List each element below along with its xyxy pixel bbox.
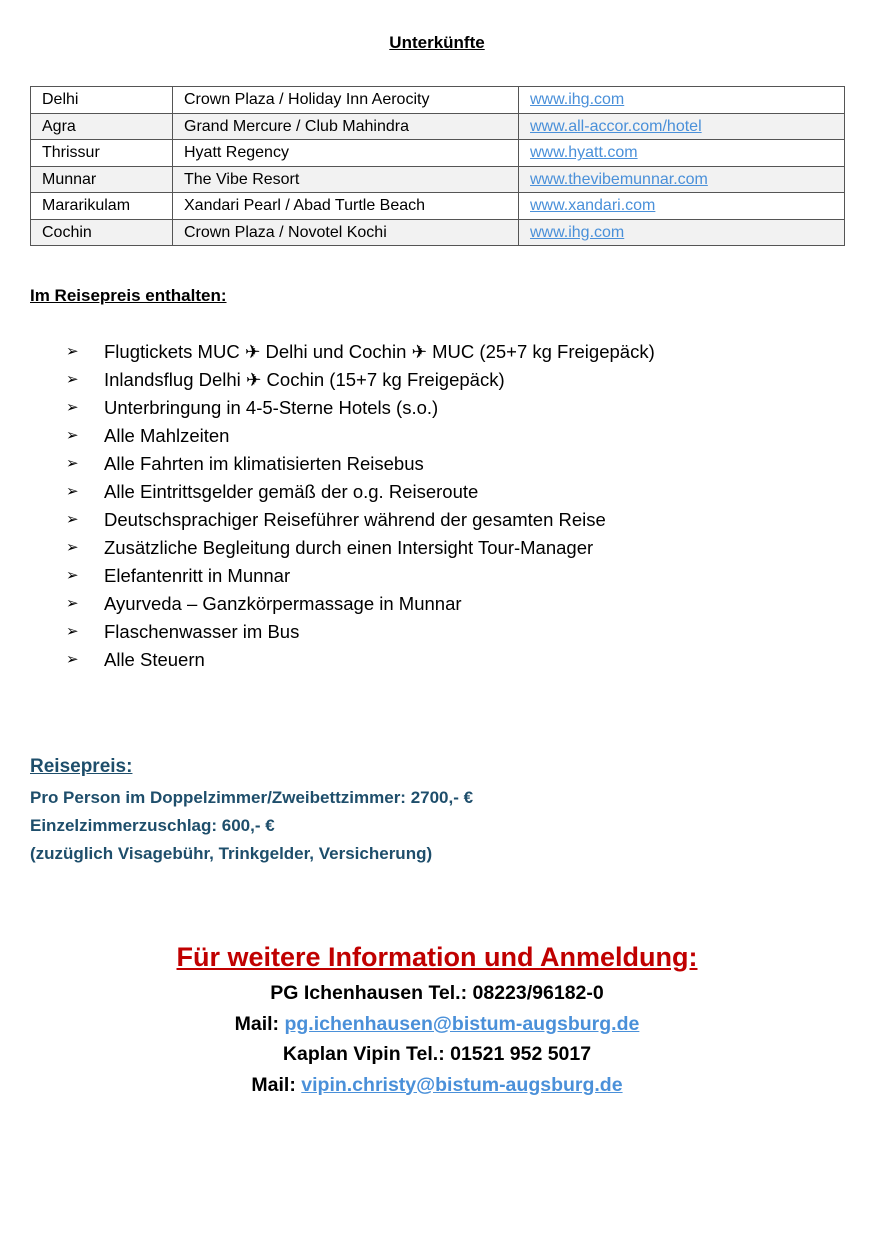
contact-section xyxy=(0,938,874,1100)
list-item: ➢ Unterbringung in 4-5-Sterne Hotels (s.o.) xyxy=(66,394,655,422)
list-item: ➢ Alle Mahlzeiten xyxy=(66,422,655,450)
arrow-bullet-icon: ➢ xyxy=(66,623,79,640)
pg-phone: PG Ichenhausen Tel.: 08223/96182-0 xyxy=(270,982,604,1004)
hotel-cell: The Vibe Resort xyxy=(173,166,519,193)
city-cell: Delhi xyxy=(31,87,173,114)
mail-label: Mail: xyxy=(251,1073,302,1096)
hotel-link[interactable]: www.ihg.com xyxy=(530,223,625,241)
list-item: ➢ Alle Eintrittsgelder gemäß der o.g. Reiseroute xyxy=(66,478,655,506)
page-title: Unterkünfte xyxy=(389,33,485,52)
list-item: ➢ Flaschenwasser im Bus xyxy=(66,618,655,646)
list-item: ➢ Inlandsflug Delhi ✈ Cochin (15+7 kg Freigepäck) xyxy=(66,366,655,394)
hotel-link[interactable]: www.hyatt.com xyxy=(530,144,638,162)
price-section xyxy=(30,756,473,868)
hotel-cell: Grand Mercure / Club Mahindra xyxy=(173,113,519,140)
city-cell: Munnar xyxy=(31,166,173,193)
kaplan-mail-link[interactable]: vipin.christy@bistum-augsburg.de xyxy=(301,1073,623,1096)
pg-mail-row xyxy=(0,1009,874,1040)
list-item: ➢ Alle Fahrten im klimatisierten Reisebus xyxy=(66,450,655,478)
table-row xyxy=(31,166,845,193)
hotel-link[interactable]: www.all-accor.com/hotel xyxy=(530,117,702,135)
table-row xyxy=(31,219,845,246)
hotels-table xyxy=(30,86,845,246)
hotel-link[interactable]: www.ihg.com xyxy=(530,91,625,109)
arrow-bullet-icon: ➢ xyxy=(66,651,79,668)
arrow-bullet-icon: ➢ xyxy=(66,343,79,360)
list-item: ➢ Flugtickets MUC ✈ Delhi und Cochin ✈ MUC (25+7 kg Freigepäck) xyxy=(66,338,655,366)
arrow-bullet-icon: ➢ xyxy=(66,371,79,388)
included-heading: Im Reisepreis enthalten: xyxy=(30,286,227,305)
city-cell: Mararikulam xyxy=(31,193,173,220)
hotel-cell: Hyatt Regency xyxy=(173,140,519,167)
hotel-cell: Crown Plaza / Novotel Kochi xyxy=(173,219,519,246)
kaplan-phone: Kaplan Vipin Tel.: 01521 952 5017 xyxy=(282,1043,592,1065)
arrow-bullet-icon: ➢ xyxy=(66,539,79,556)
list-item: ➢ Alle Steuern xyxy=(66,646,655,674)
table-row xyxy=(31,193,845,220)
city-cell: Cochin xyxy=(31,219,173,246)
kaplan-mail-row xyxy=(0,1070,874,1101)
table-row xyxy=(31,140,845,167)
list-item: ➢ Deutschsprachiger Reiseführer während der gesamten Reise xyxy=(66,506,655,534)
list-item: ➢ Elefantenritt in Munnar xyxy=(66,562,655,590)
price-heading: Reisepreis: xyxy=(30,756,133,777)
hotel-link[interactable]: www.xandari.com xyxy=(530,197,656,215)
arrow-bullet-icon: ➢ xyxy=(66,567,79,584)
arrow-bullet-icon: ➢ xyxy=(66,399,79,416)
arrow-bullet-icon: ➢ xyxy=(66,595,79,612)
contact-heading: Für weitere Information und Anmeldung: xyxy=(176,942,698,972)
pg-mail-link[interactable]: pg.ichenhausen@bistum-augsburg.de xyxy=(284,1012,640,1035)
city-cell: Thrissur xyxy=(31,140,173,167)
arrow-bullet-icon: ➢ xyxy=(66,455,79,472)
arrow-bullet-icon: ➢ xyxy=(66,427,79,444)
hotel-link[interactable]: www.thevibemunnar.com xyxy=(530,170,708,188)
arrow-bullet-icon: ➢ xyxy=(66,483,79,500)
hotel-cell: Xandari Pearl / Abad Turtle Beach xyxy=(173,193,519,220)
hotel-cell: Crown Plaza / Holiday Inn Aerocity xyxy=(173,87,519,114)
price-double-room: Pro Person im Doppelzimmer/Zweibettzimmer: 2700,- € xyxy=(30,788,474,807)
table-row xyxy=(31,113,845,140)
price-extras-note: (zuzüglich Visagebühr, Trinkgelder, Versicherung) xyxy=(30,844,433,863)
table-row xyxy=(31,87,845,114)
included-list xyxy=(66,338,655,674)
list-item: ➢ Ayurveda – Ganzkörpermassage in Munnar xyxy=(66,590,655,618)
arrow-bullet-icon: ➢ xyxy=(66,511,79,528)
mail-label: Mail: xyxy=(234,1012,285,1035)
list-item: ➢ Zusätzliche Begleitung durch einen Intersight Tour-Manager xyxy=(66,534,655,562)
price-single-supplement: Einzelzimmerzuschlag: 600,- € xyxy=(30,816,275,835)
city-cell: Agra xyxy=(31,113,173,140)
